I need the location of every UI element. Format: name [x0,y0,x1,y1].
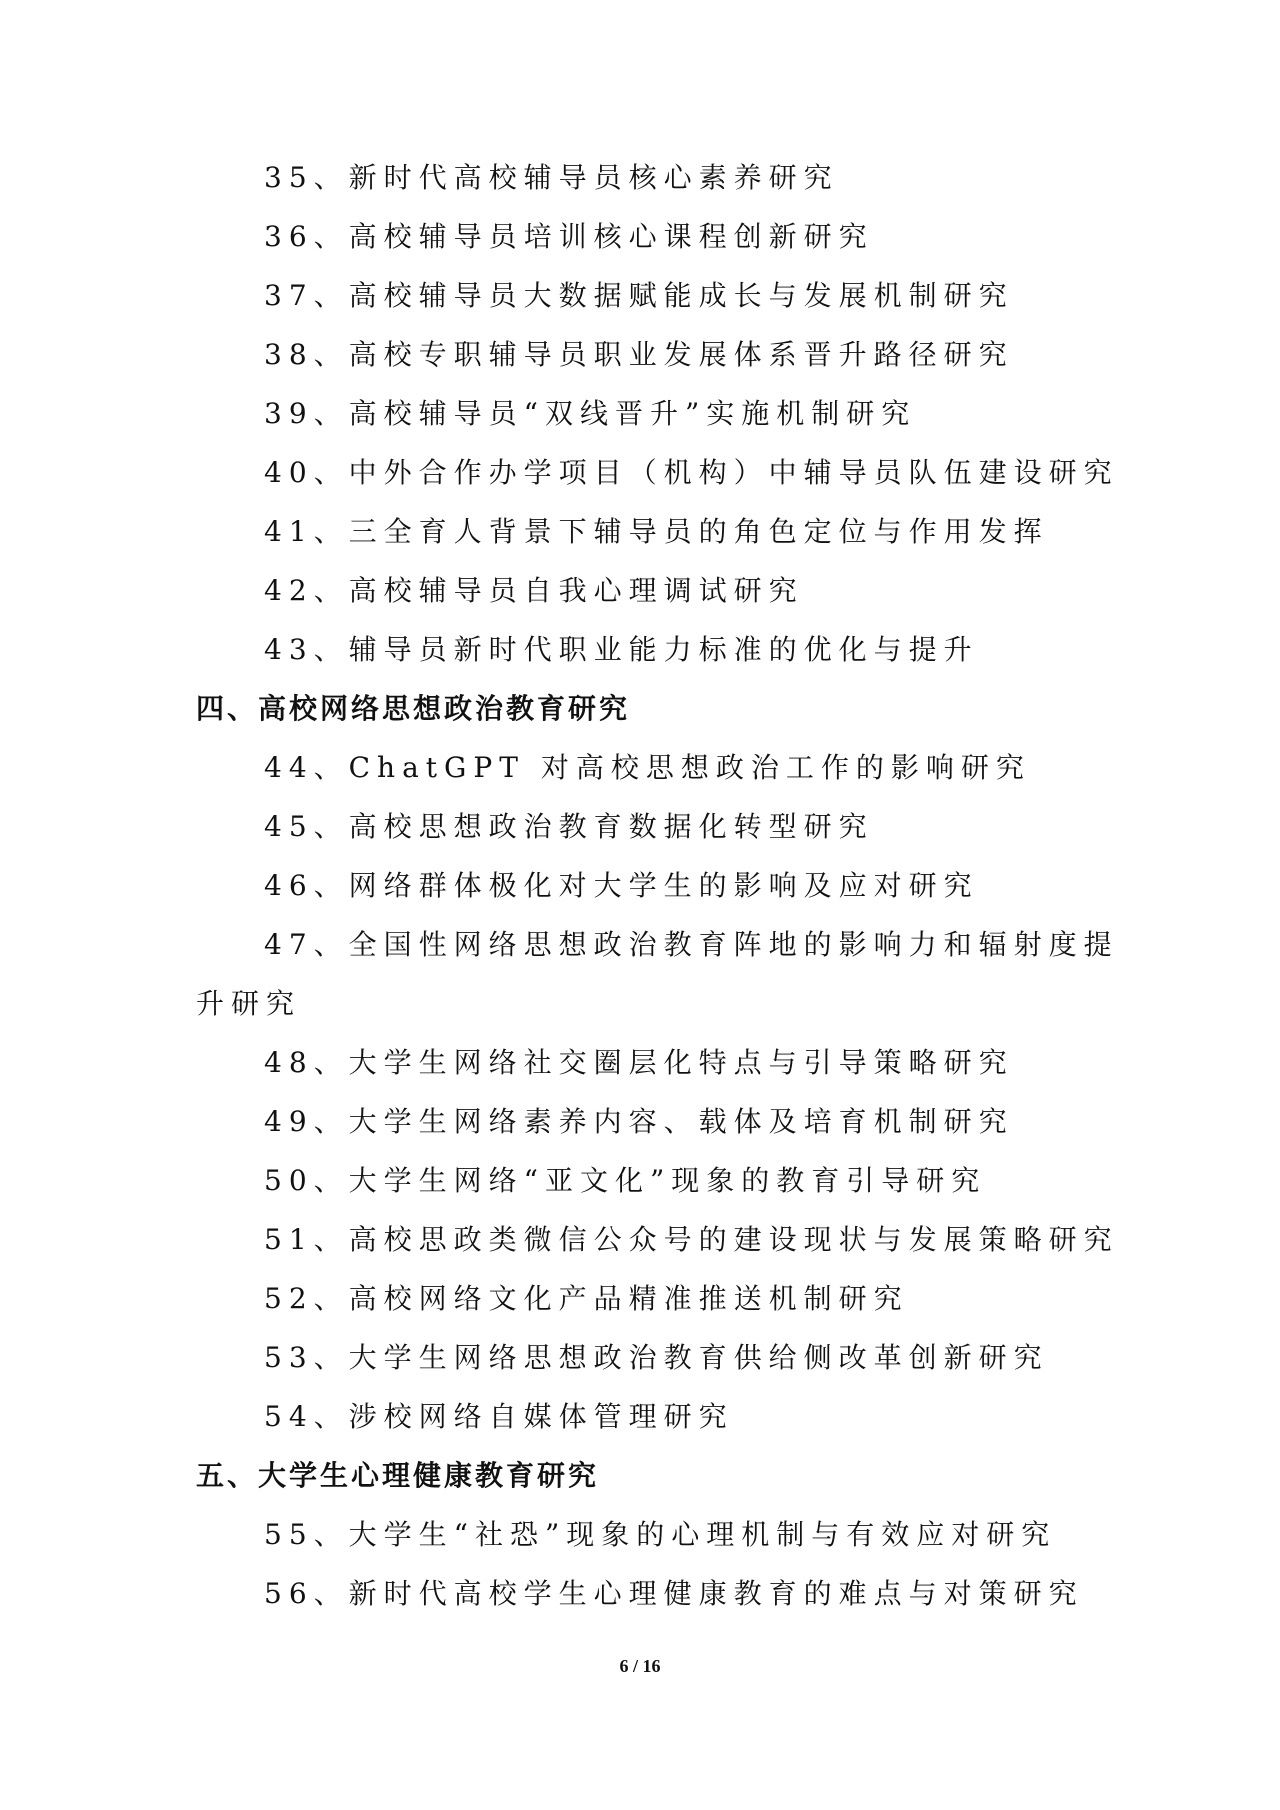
list-item-48: 48、大学生网络社交圈层化特点与引导策略研究 [264,1046,1014,1079]
list-item-54: 54、涉校网络自媒体管理研究 [264,1400,734,1433]
list-item-47: 47、全国性网络思想政治教育阵地的影响力和辐射度提 [264,928,1119,961]
list-item-41: 41、三全育人背景下辅导员的角色定位与作用发挥 [264,515,1049,548]
list-item-39: 39、高校辅导员“双线晋升”实施机制研究 [264,397,917,430]
list-item-51: 51、高校思政类微信公众号的建设现状与发展策略研究 [264,1223,1119,1256]
list-item-45: 45、高校思想政治教育数据化转型研究 [264,810,874,843]
list-item-35: 35、新时代高校辅导员核心素养研究 [264,161,839,194]
list-item-43: 43、辅导员新时代职业能力标准的优化与提升 [264,633,979,666]
list-item-36: 36、高校辅导员培训核心课程创新研究 [264,220,874,253]
list-item-46: 46、网络群体极化对大学生的影响及应对研究 [264,869,979,902]
list-item-40: 40、中外合作办学项目（机构）中辅导员队伍建设研究 [264,456,1119,489]
list-item-44: 44、ChatGPT 对高校思想政治工作的影响研究 [264,751,1031,784]
section-heading-5: 五、大学生心理健康教育研究 [196,1459,600,1492]
list-item-37: 37、高校辅导员大数据赋能成长与发展机制研究 [264,279,1014,312]
list-item-38: 38、高校专职辅导员职业发展体系晋升路径研究 [264,338,1014,371]
page-number: 6 / 16 [619,1656,661,1676]
list-item-47-continued: 升研究 [196,987,302,1020]
section-heading-4: 四、高校网络思想政治教育研究 [196,692,631,725]
list-item-56: 56、新时代高校学生心理健康教育的难点与对策研究 [264,1577,1084,1610]
list-item-42: 42、高校辅导员自我心理调试研究 [264,574,804,607]
list-item-53: 53、大学生网络思想政治教育供给侧改革创新研究 [264,1341,1049,1374]
topic-list [196,148,1119,1623]
list-item-50: 50、大学生网络“亚文化”现象的教育引导研究 [264,1164,987,1197]
list-item-49: 49、大学生网络素养内容、载体及培育机制研究 [264,1105,1014,1138]
list-item-52: 52、高校网络文化产品精准推送机制研究 [264,1282,909,1315]
list-item-55: 55、大学生“社恐”现象的心理机制与有效应对研究 [264,1518,1057,1551]
